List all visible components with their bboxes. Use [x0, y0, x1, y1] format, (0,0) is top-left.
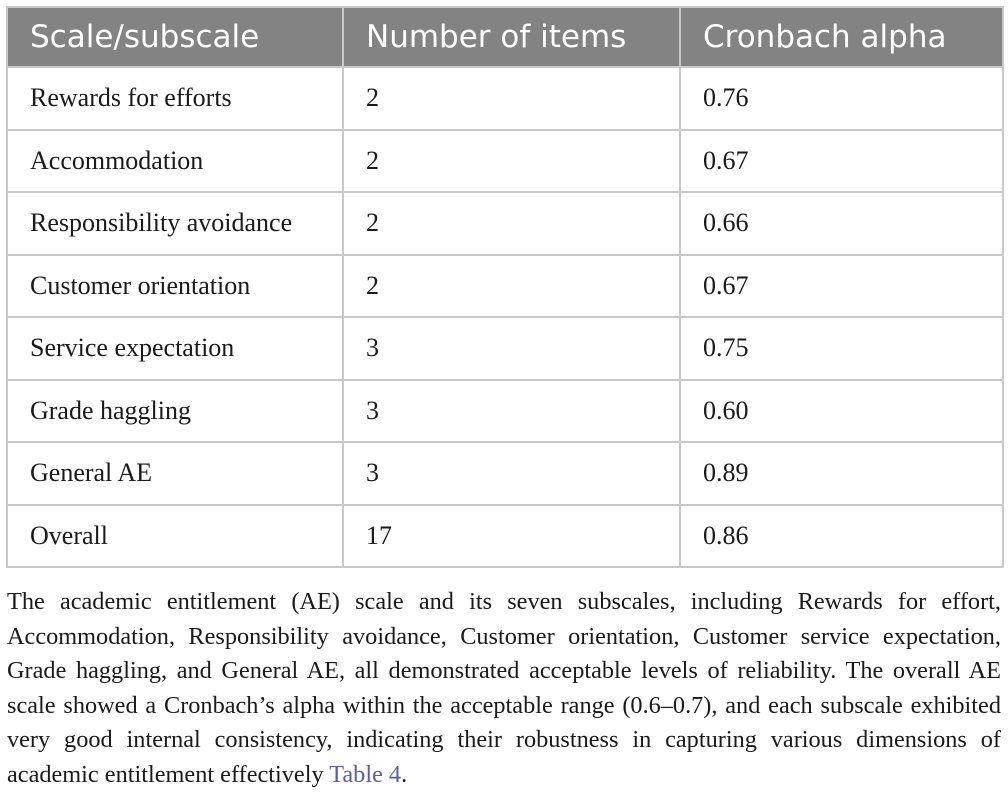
- header-scale-subscale: Scale/subscale: [7, 7, 343, 67]
- cell-items: 3: [343, 317, 680, 380]
- cell-subscale: Service expectation: [7, 317, 343, 380]
- table-row: [7, 505, 1003, 568]
- cell-subscale: Responsibility avoidance: [7, 192, 343, 255]
- table-row: [7, 130, 1003, 193]
- cell-alpha: 0.76: [680, 67, 1003, 130]
- table-4-link[interactable]: Table 4: [329, 760, 402, 788]
- cell-items: 3: [343, 442, 680, 505]
- cell-subscale: Customer orientation: [7, 255, 343, 318]
- cell-alpha: 0.75: [680, 317, 1003, 380]
- cell-subscale: General AE: [7, 442, 343, 505]
- table-row: [7, 380, 1003, 443]
- table-row: [7, 67, 1003, 130]
- cell-items: 17: [343, 505, 680, 568]
- footnote-text: The academic entitlement (AE) scale and its seven subscales, including Rewards for effort, Accommodation, Responsibility avoidance, Customer orientation, Customer service expectation, Grade haggling, and General AE, all demonstrated acceptable levels of reliability. The overall AE scale showed a Cronbach’s alpha within the acceptable range (0.6–0.7), and each subscale exhibited very good internal consistency, indicating their robustness in capturing various dimensions of academic entitlement effectively: [7, 588, 1001, 788]
- reliability-table-container: [6, 6, 1002, 568]
- cell-alpha: 0.86: [680, 505, 1003, 568]
- table-row: [7, 255, 1003, 318]
- header-cronbach-alpha: Cronbach alpha: [680, 7, 1003, 67]
- footnote-end-punct: .: [401, 760, 408, 788]
- cell-alpha: 0.89: [680, 442, 1003, 505]
- cell-items: 2: [343, 67, 680, 130]
- cell-subscale: Grade haggling: [7, 380, 343, 443]
- cell-alpha: 0.66: [680, 192, 1003, 255]
- table-row: [7, 317, 1003, 380]
- cell-alpha: 0.67: [680, 255, 1003, 318]
- header-number-of-items: Number of items: [343, 7, 680, 67]
- table-row: [7, 442, 1003, 505]
- table-footnote: [7, 585, 1001, 793]
- table-header-row: [7, 7, 1003, 67]
- cell-items: 2: [343, 130, 680, 193]
- cell-subscale: Accommodation: [7, 130, 343, 193]
- cell-alpha: 0.67: [680, 130, 1003, 193]
- cell-items: 3: [343, 380, 680, 443]
- reliability-table: [6, 6, 1004, 568]
- table-row: [7, 192, 1003, 255]
- cell-subscale: Rewards for efforts: [7, 67, 343, 130]
- cell-alpha: 0.60: [680, 380, 1003, 443]
- cell-subscale: Overall: [7, 505, 343, 568]
- cell-items: 2: [343, 192, 680, 255]
- cell-items: 2: [343, 255, 680, 318]
